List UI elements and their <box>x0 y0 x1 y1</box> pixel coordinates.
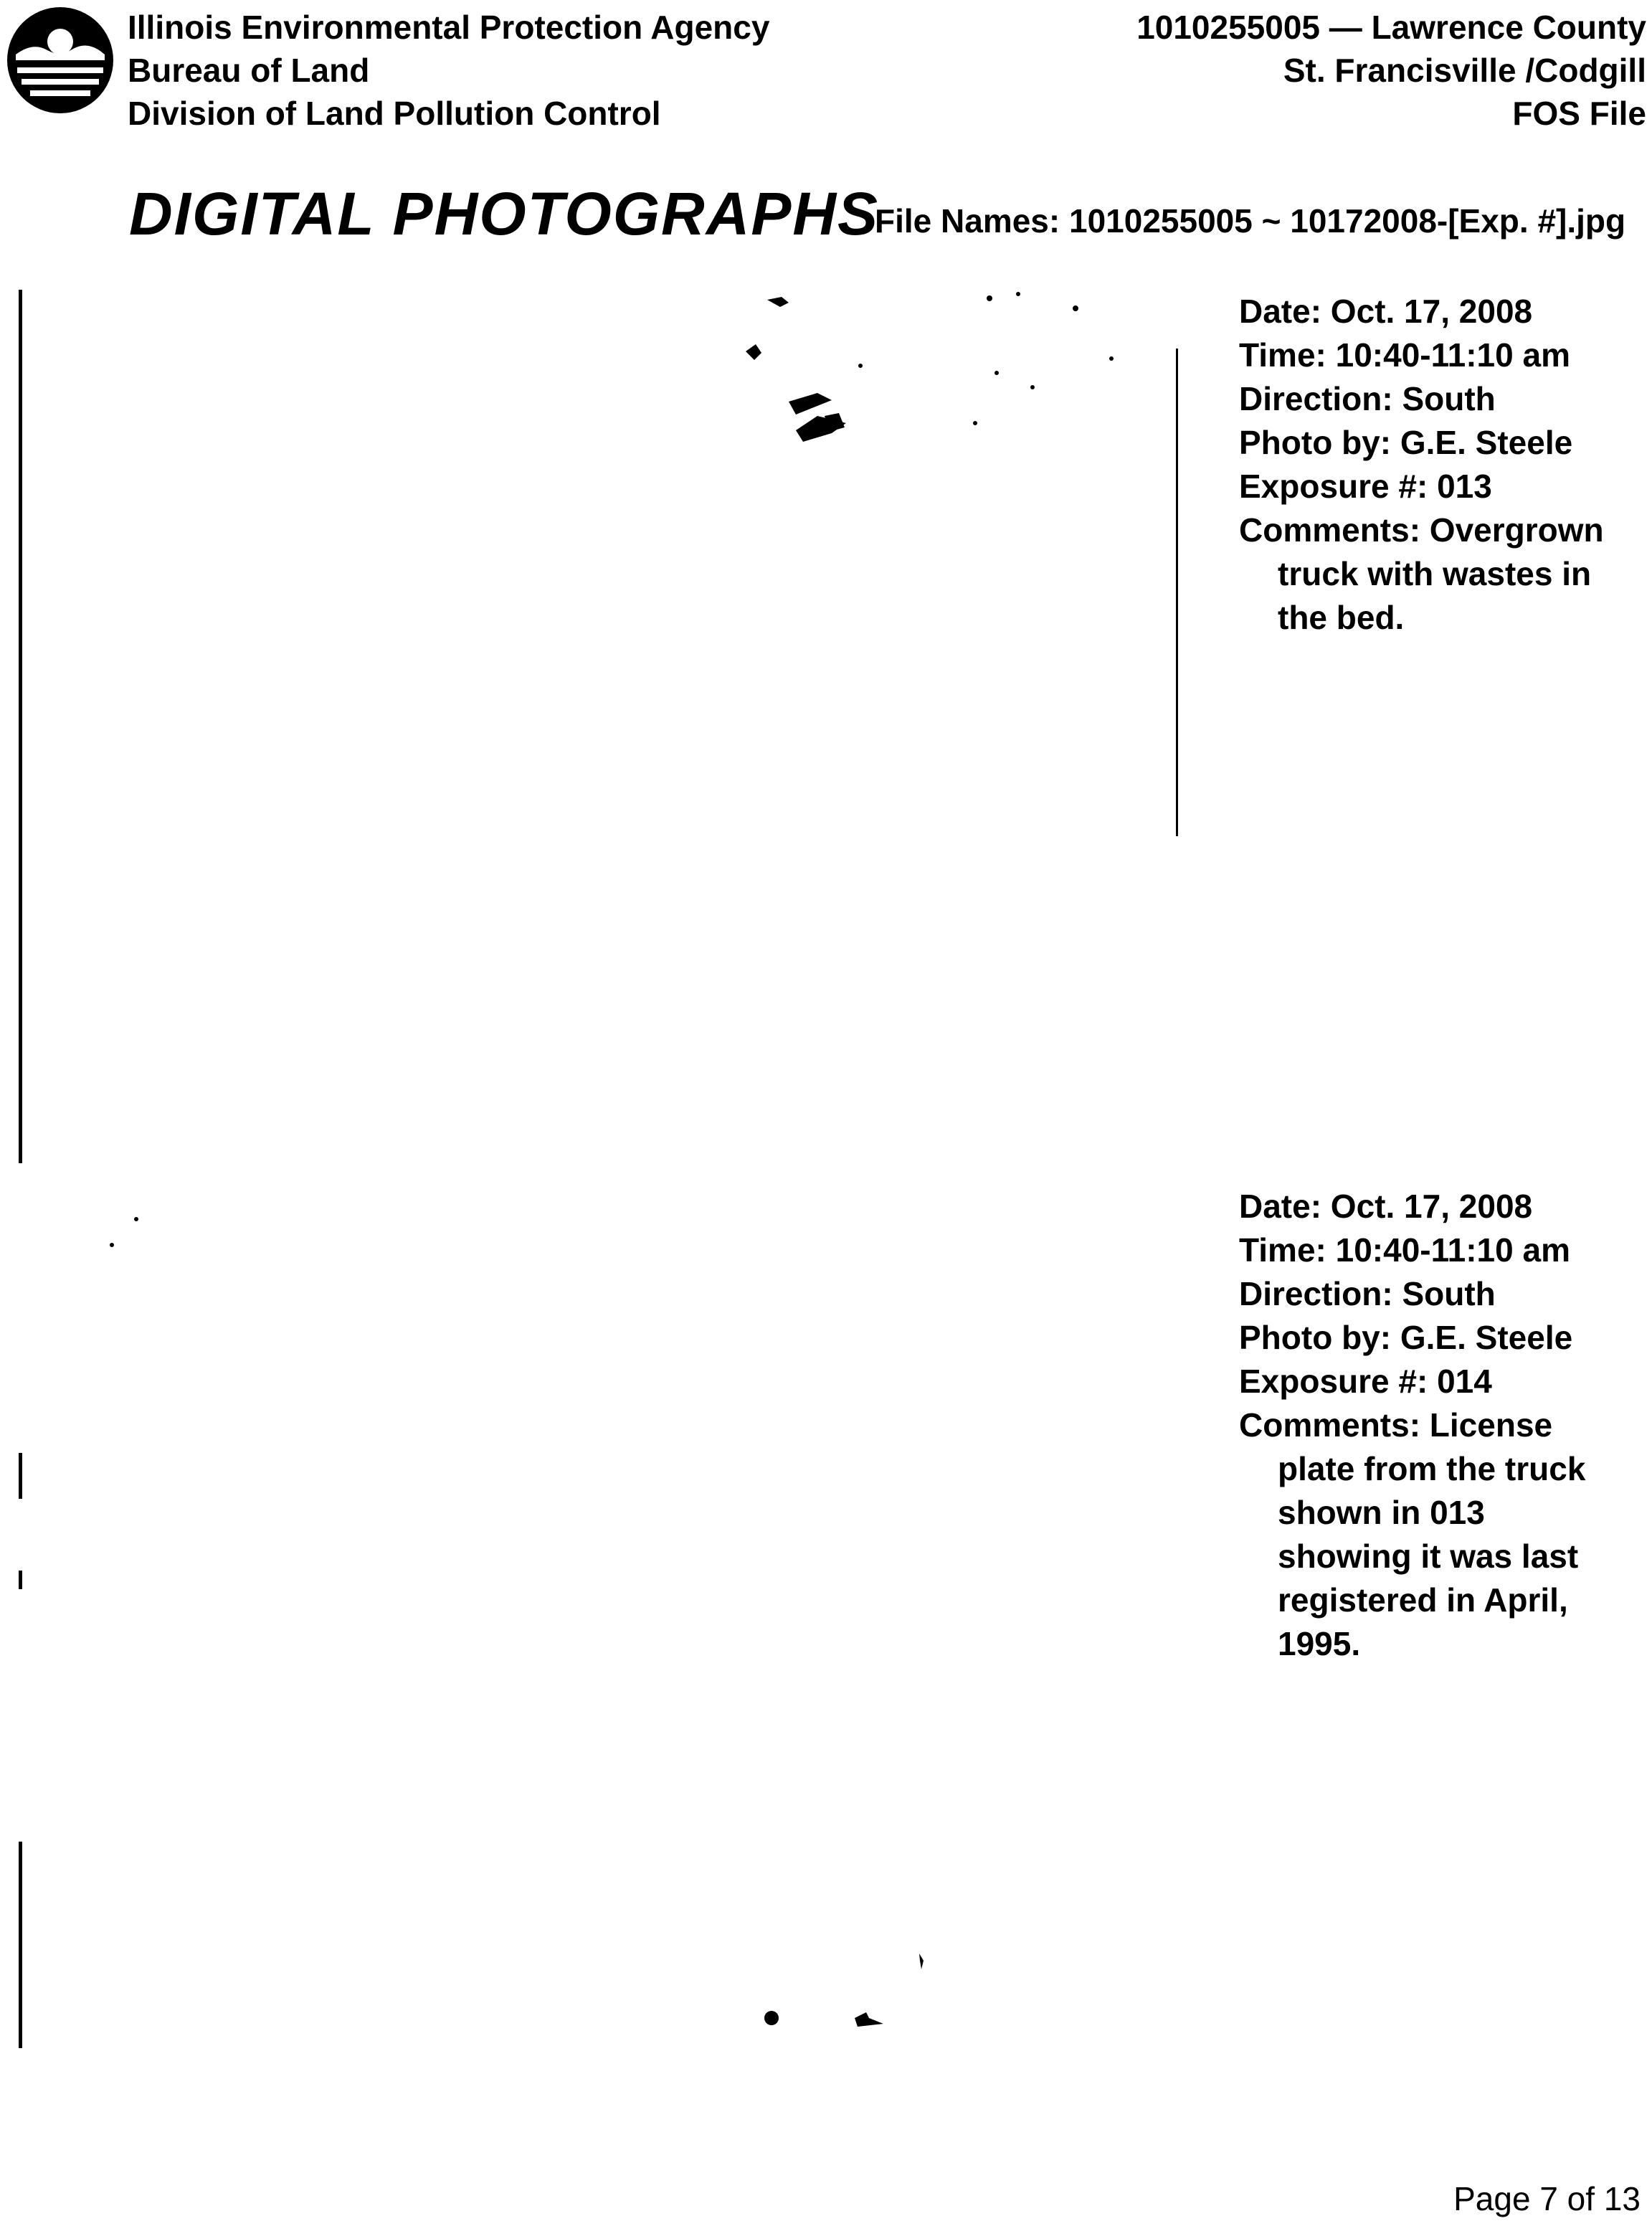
division-name: Division of Land Pollution Control <box>128 95 661 132</box>
agency-name: Illinois Environmental Protection Agency <box>128 9 770 46</box>
photo-2-photographer: Photo by: G.E. Steele <box>1239 1319 1573 1356</box>
photo-1-right-edge <box>1176 349 1178 836</box>
photo-2-caption <box>1239 1185 1626 1666</box>
agency-logo-icon <box>4 4 116 116</box>
photo-2-comments-label: Comments: License <box>1239 1406 1553 1444</box>
photo-3-left-edge <box>19 1842 22 2048</box>
photo-1-left-edge <box>19 290 22 1163</box>
photo-1-photographer: Photo by: G.E. Steele <box>1239 424 1573 461</box>
photo-2-date: Date: Oct. 17, 2008 <box>1239 1188 1533 1225</box>
photo-1-comments-label: Comments: Overgrown <box>1239 511 1604 549</box>
photo-1-comments-text: truck with wastes in the bed. <box>1278 555 1592 636</box>
photo-2-comments-text: plate from the truck shown in 013 showing it was last registered in April, 1995. <box>1278 1450 1586 1662</box>
site-location: St. Francisville /Codgill <box>1283 52 1646 89</box>
photo-3-scan-artifacts <box>717 1951 932 2037</box>
photo-1-time: Time: 10:40-11:10 am <box>1239 336 1570 374</box>
document-title: DIGITAL PHOTOGRAPHS <box>129 180 880 247</box>
photo-1-exposure: Exposure #: 013 <box>1239 468 1492 505</box>
photo-2-edge-mark-a <box>19 1453 22 1499</box>
site-id-county: 1010255005 — Lawrence County <box>1136 9 1646 46</box>
photo-2-direction: Direction: South <box>1239 1275 1496 1312</box>
site-block <box>1136 6 1646 135</box>
photo-2-scan-artifacts <box>100 1212 158 1255</box>
photo-1-date: Date: Oct. 17, 2008 <box>1239 293 1533 330</box>
file-type: FOS File <box>1512 95 1646 132</box>
bureau-name: Bureau of Land <box>128 52 370 89</box>
agency-block <box>128 6 769 135</box>
photo-2-edge-mark-b <box>19 1571 22 1589</box>
photo-1-caption <box>1239 290 1626 640</box>
photo-2-exposure: Exposure #: 014 <box>1239 1363 1492 1400</box>
photo-1-direction: Direction: South <box>1239 380 1496 417</box>
photo-1-scan-artifacts <box>717 287 1147 473</box>
photo-2-time: Time: 10:40-11:10 am <box>1239 1231 1570 1269</box>
page-number: Page 7 of 13 <box>1453 2180 1641 2217</box>
file-names: File Names: 1010255005 ~ 10172008-[Exp. #].jpg <box>875 202 1626 240</box>
